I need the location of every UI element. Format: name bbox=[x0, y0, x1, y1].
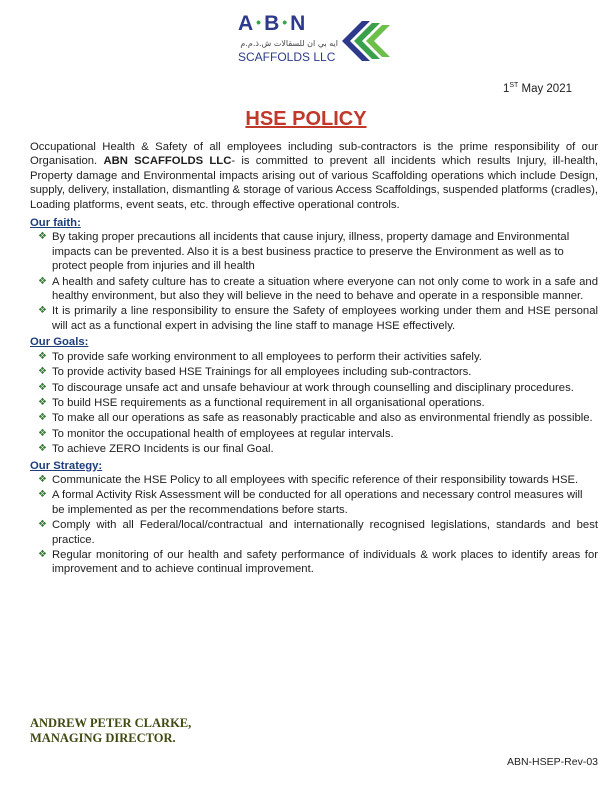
signature-block bbox=[30, 716, 191, 746]
list-item: ❖ To monitor the occupational health of employees at regular intervals. bbox=[38, 427, 394, 440]
list-item: ❖ To provide safe working environment to all employees to perform their activities safely. bbox=[38, 350, 482, 363]
intro-paragraph bbox=[30, 140, 598, 212]
page-title: HSE POLICY bbox=[245, 108, 367, 130]
logo-letter-a: A bbox=[238, 12, 257, 35]
date-day: 1 bbox=[502, 82, 510, 95]
intro-text-2: - is committed to prevent all incidents which results Injury, ill-health, Property damage and Environmental impacts arising out of various Scaffolding operations which include Design, supply, delivery, installation, dismantling & storage of various Access Scaffoldings, suspended platforms (cradles), Loading platforms, event seats, etc. through effective operational controls. bbox=[30, 155, 598, 211]
section-faith bbox=[30, 216, 598, 333]
diamond-arrow-bullet-icon: ❖ bbox=[38, 443, 47, 455]
list-item: ❖ A formal Activity Risk Assessment will be conducted for all operations and necessary control measures will be implemented as per the recommendations before starts. bbox=[38, 489, 583, 516]
section-strategy bbox=[30, 459, 598, 577]
document-reference: ABN-HSEP-Rev-03 bbox=[506, 756, 598, 768]
list-item: ❖ To achieve ZERO Incidents is our final Goal. bbox=[38, 443, 274, 456]
diamond-arrow-bullet-icon: ❖ bbox=[38, 427, 47, 439]
diamond-arrow-bullet-icon: ❖ bbox=[38, 305, 47, 317]
company-name: ABN SCAFFOLDS LLC bbox=[103, 155, 232, 168]
diamond-arrow-bullet-icon: ❖ bbox=[38, 231, 47, 243]
diamond-arrow-bullet-icon: ❖ bbox=[38, 396, 47, 408]
list-item: ❖ It is primarily a line responsibility to ensure the Safety of employees working under them and HSE personal will act as a functional expert in advising the line staff to manage HSE effectively. bbox=[38, 305, 598, 332]
list-item: ❖ Comply with all Federal/local/contractual and internationally recognised legislations, standards and best practice. bbox=[38, 519, 598, 546]
intro-text-1: Occupational Health & Safety of all employees including sub-contractors is the prime responsibility of our Organisation. bbox=[30, 141, 598, 168]
list-item: ❖ By taking proper precautions all incidents that cause injury, illness, property damage and Environmental impacts can be prevented. Also it is a best business practice to preserve the Environment as well as to protect people from injuries and ill health bbox=[38, 231, 570, 273]
diamond-arrow-bullet-icon: ❖ bbox=[38, 548, 47, 560]
section-list bbox=[30, 350, 598, 457]
signatory-name: ANDREW PETER CLARKE, bbox=[30, 716, 192, 730]
company-logo bbox=[238, 10, 398, 68]
policy-body bbox=[30, 140, 598, 579]
diamond-arrow-bullet-icon: ❖ bbox=[38, 519, 47, 531]
logo-arabic-name: ايه بي ان للسقالات ش.ذ.م.م bbox=[240, 39, 338, 48]
list-item: ❖ Regular monitoring of our health and safety performance of individuals & work places to identify areas for improvement and to achieve continual improvement. bbox=[38, 548, 598, 576]
section-heading: Our Goals: bbox=[30, 336, 89, 349]
diamond-arrow-bullet-icon: ❖ bbox=[38, 381, 47, 393]
diamond-arrow-bullet-icon: ❖ bbox=[38, 350, 47, 362]
date-suffix: ST bbox=[509, 82, 519, 89]
logo-letter-n: N bbox=[290, 12, 309, 35]
list-item: ❖ To make all our operations as safe as reasonably practicable and also as environmental friendly as possible. bbox=[38, 412, 593, 425]
list-item: ❖ Communicate the HSE Policy to all employees with specific reference of their responsibility towards HSE. bbox=[38, 473, 579, 486]
logo-text bbox=[238, 10, 338, 64]
diamond-arrow-bullet-icon: ❖ bbox=[38, 489, 47, 501]
diamond-arrow-bullet-icon: ❖ bbox=[38, 366, 47, 378]
diamond-arrow-bullet-icon: ❖ bbox=[38, 412, 47, 424]
section-list bbox=[30, 230, 598, 333]
logo-subtitle: SCAFFOLDS LLC bbox=[238, 50, 336, 64]
list-item: ❖ A health and safety culture has to create a situation where everyone can not only come to work in a safe and healthy environment, but also they will believe in the need to behave and operate in a responsible manner. bbox=[38, 275, 598, 303]
signatory-position: MANAGING DIRECTOR. bbox=[30, 731, 176, 745]
date-month-year: May 2021 bbox=[518, 82, 572, 95]
diamond-arrow-bullet-icon: ❖ bbox=[38, 473, 47, 485]
list-item: ❖ To discourage unsafe act and unsafe behaviour at work through counselling and disciplinary procedures. bbox=[38, 381, 574, 394]
list-item: ❖ To provide activity based HSE Trainings for all employees including sub-contractors. bbox=[38, 366, 472, 379]
section-heading: Our Strategy: bbox=[30, 459, 103, 472]
section-heading: Our faith: bbox=[30, 217, 81, 230]
section-goals bbox=[30, 335, 598, 456]
document-date bbox=[503, 82, 572, 95]
logo-chevron-icon bbox=[338, 18, 394, 64]
section-list bbox=[30, 473, 598, 577]
logo-letter-b: B bbox=[264, 12, 283, 35]
logo-abn: A•B•N bbox=[238, 12, 309, 35]
list-item: ❖ To build HSE requirements as a functional requirement in all organisational operations. bbox=[38, 396, 485, 409]
diamond-arrow-bullet-icon: ❖ bbox=[38, 275, 47, 287]
